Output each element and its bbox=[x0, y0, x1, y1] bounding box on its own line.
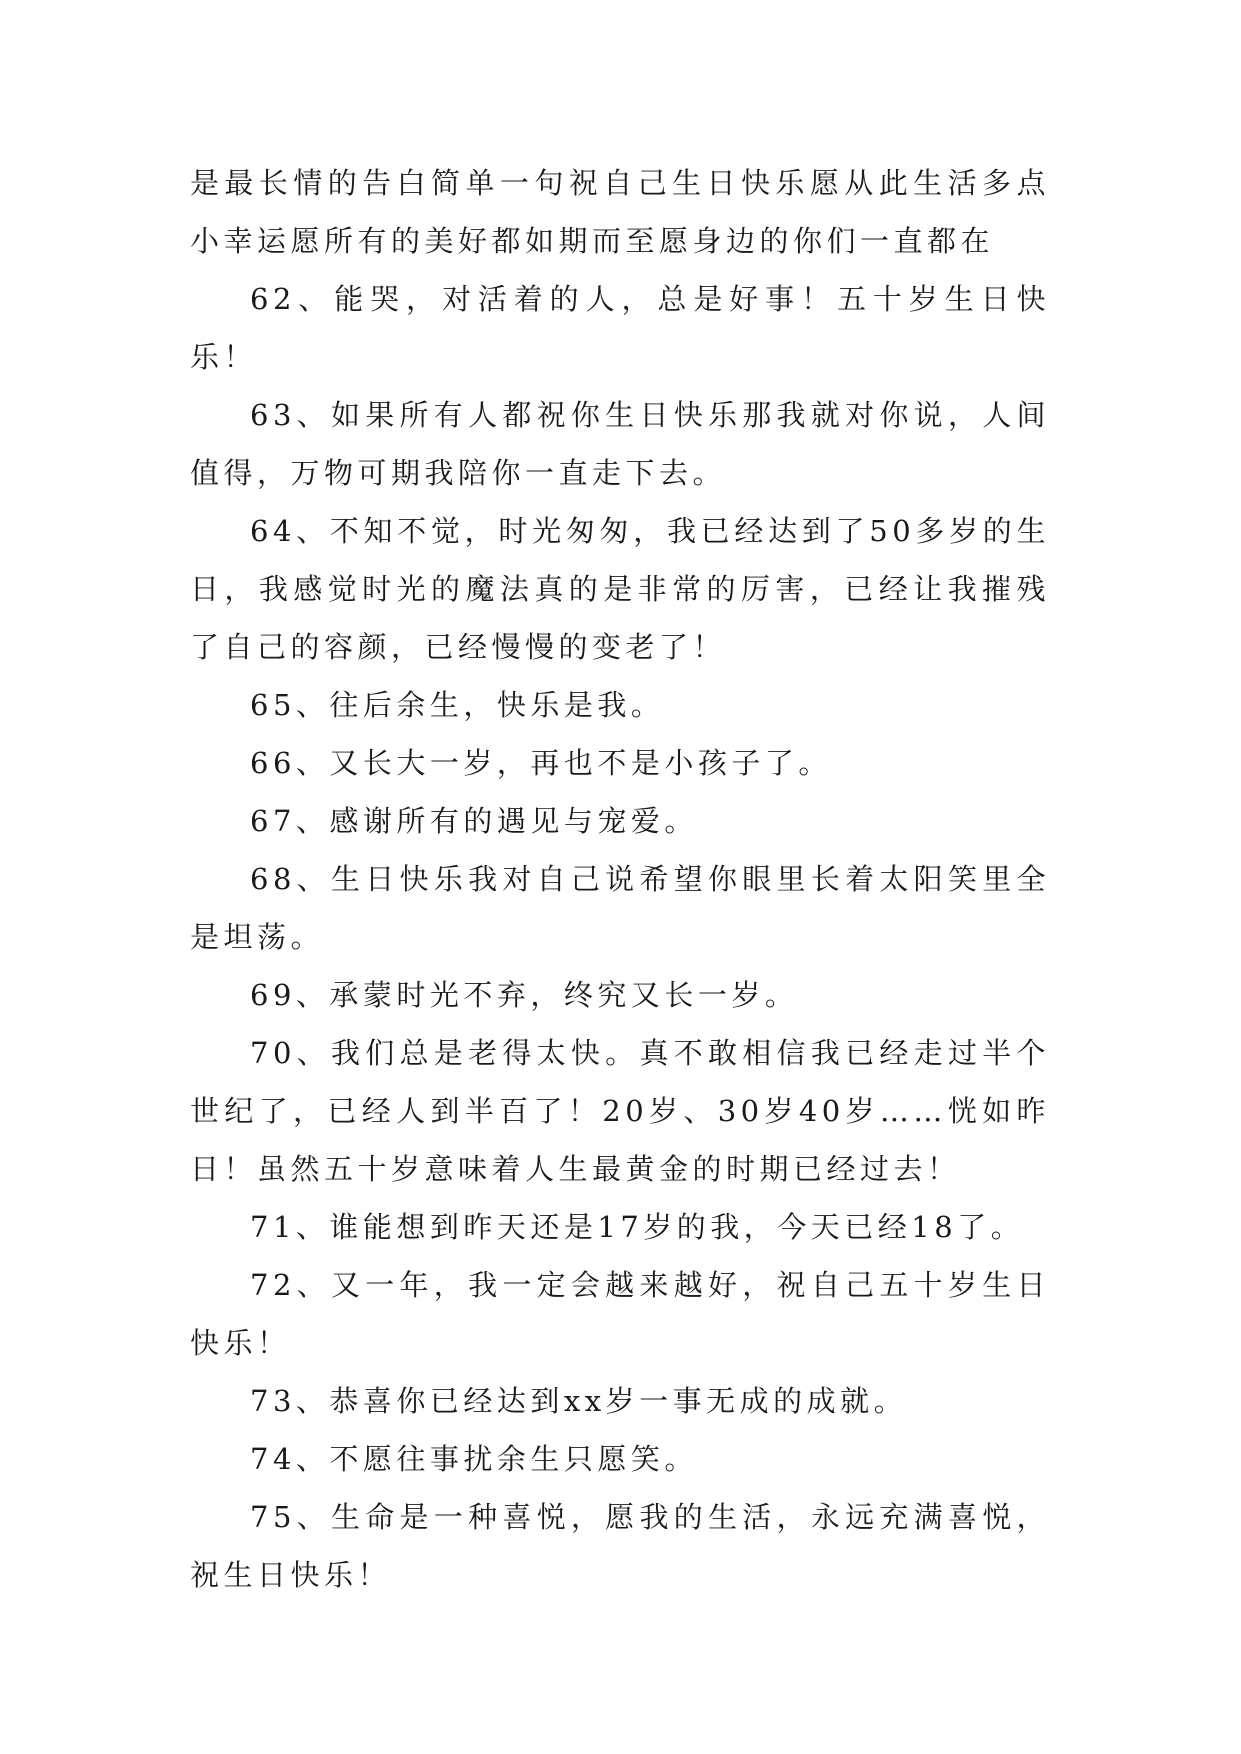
document-body bbox=[190, 154, 1050, 1604]
paragraph-71: 71、谁能想到昨天还是17岁的我，今天已经18了。 bbox=[250, 1210, 1025, 1244]
paragraph-64: 64、不知不觉，时光匆匆，我已经达到了50多岁的生日，我感觉时光的魔法真的是非常的厉害，已经让我摧残了自己的容颜，已经慢慢的变老了！ bbox=[190, 514, 1050, 664]
paragraph-74: 74、不愿往事扰余生只愿笑。 bbox=[250, 1442, 698, 1476]
paragraph-73: 73、恭喜你已经达到xx岁一事无成的成就。 bbox=[250, 1384, 908, 1418]
paragraph-63: 63、如果所有人都祝你生日快乐那我就对你说，人间值得，万物可期我陪你一直走下去。 bbox=[190, 398, 1050, 490]
paragraph-65: 65、往后余生，快乐是我。 bbox=[250, 688, 665, 722]
paragraph-69: 69、承蒙时光不弃，终究又长一岁。 bbox=[250, 978, 799, 1012]
paragraph-68: 68、生日快乐我对自己说希望你眼里长着太阳笑里全是坦荡。 bbox=[190, 862, 1050, 954]
paragraph-lead: 是最长情的告白简单一句祝自己生日快乐愿从此生活多点小幸运愿所有的美好都如期而至愿身边的你们一直都在 bbox=[190, 166, 1050, 258]
paragraph-75: 75、生命是一种喜悦，愿我的生活，永远充满喜悦，祝生日快乐！ bbox=[190, 1500, 1050, 1592]
paragraph-67: 67、感谢所有的遇见与宠爱。 bbox=[250, 804, 698, 838]
paragraph-72: 72、又一年，我一定会越来越好，祝自己五十岁生日快乐！ bbox=[190, 1268, 1050, 1360]
paragraph-62: 62、能哭，对活着的人，总是好事！五十岁生日快乐！ bbox=[190, 282, 1050, 374]
paragraph-70: 70、我们总是老得太快。真不敢相信我已经走过半个世纪了，已经人到半百了！20岁、30岁40岁……恍如昨日！虽然五十岁意味着人生最黄金的时期已经过去！ bbox=[190, 1036, 1050, 1186]
paragraph-66: 66、又长大一岁，再也不是小孩子了。 bbox=[250, 746, 832, 780]
